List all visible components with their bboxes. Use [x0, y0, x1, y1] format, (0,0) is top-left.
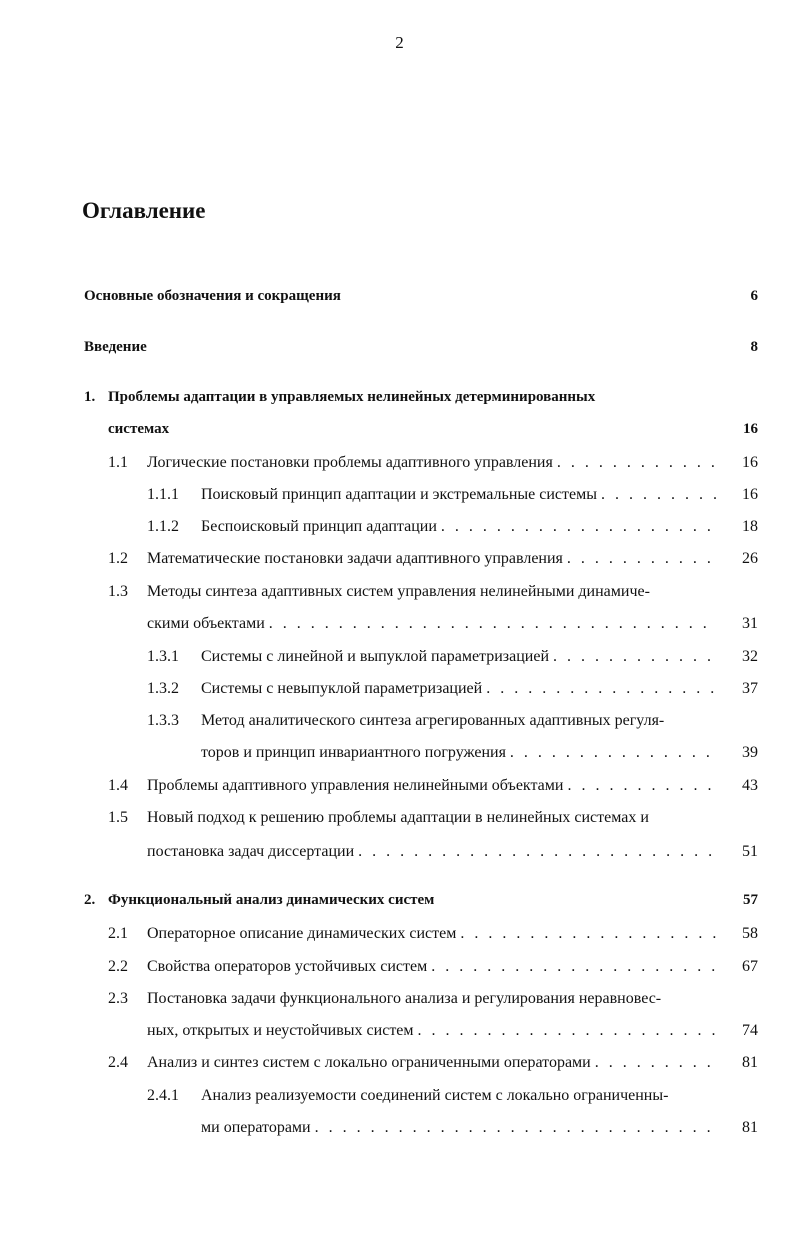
toc-entry-1-3-cont[interactable] — [147, 615, 717, 633]
toc-page: 51 — [742, 843, 758, 860]
toc-entry-1-1-2[interactable] — [201, 518, 717, 536]
chapter-number: 2. — [84, 892, 96, 908]
toc-entry-1-1-1[interactable] — [201, 486, 717, 504]
toc-page: 31 — [742, 615, 758, 632]
toc-entry-2-4-1-cont[interactable] — [201, 1119, 717, 1137]
entry-title: Системы с линейной и выпуклой параметризацией — [201, 648, 550, 665]
toc-page: 8 — [750, 339, 758, 355]
section-number: 1.2 — [108, 550, 128, 567]
toc-page: 16 — [742, 454, 758, 471]
toc-page: 58 — [742, 925, 758, 942]
toc-entry-chapter-1-cont[interactable]: системах — [108, 421, 170, 437]
section-number: 1.3 — [108, 583, 128, 600]
entry-title: Анализ и синтез систем с локально ограниченными операторами — [147, 1054, 591, 1071]
entry-title: Операторное описание динамических систем — [147, 925, 457, 942]
leader-dots — [486, 680, 717, 698]
entry-title: Логические постановки проблемы адаптивного управления — [147, 454, 553, 471]
toc-entry-2-2[interactable] — [147, 958, 717, 976]
leader-dots — [431, 958, 717, 976]
toc-entry-1-5-cont[interactable] — [147, 843, 717, 861]
toc-entry-2-4-1[interactable]: Анализ реализуемости соединений систем с локально ограниченны- — [201, 1087, 669, 1104]
toc-page: 37 — [742, 680, 758, 697]
leader-dots — [315, 1119, 717, 1137]
subsection-number: 1.1.2 — [147, 518, 179, 535]
section-number: 2.3 — [108, 990, 128, 1007]
toc-page: 81 — [742, 1054, 758, 1071]
leader-dots — [269, 615, 717, 633]
toc-entry-1-2[interactable] — [147, 550, 717, 568]
leader-dots — [358, 843, 717, 861]
toc-page: 74 — [742, 1022, 758, 1039]
leader-dots — [510, 744, 717, 762]
entry-title: постановка задач диссертации — [147, 843, 355, 860]
chapter-number: 1. — [84, 389, 96, 405]
section-number: 1.1 — [108, 454, 128, 471]
entry-title: скими объектами — [147, 615, 265, 632]
toc-entry-1-5[interactable]: Новый подход к решению проблемы адаптации в нелинейных системах и — [147, 809, 649, 826]
toc-page: 67 — [742, 958, 758, 975]
leader-dots — [460, 925, 717, 943]
toc-entry-1-3-3-cont[interactable] — [201, 744, 717, 762]
entry-title: Математические постановки задачи адаптивного управления — [147, 550, 563, 567]
toc-entry-1-3-2[interactable] — [201, 680, 717, 698]
leader-dots — [567, 777, 717, 795]
toc-entry-chapter-1[interactable]: Проблемы адаптации в управляемых нелинейных детерминированных — [108, 389, 596, 405]
entry-title: Поисковый принцип адаптации и экстремальные системы — [201, 486, 597, 503]
toc-entry-chapter-2[interactable]: Функциональный анализ динамических систем — [108, 892, 435, 908]
page-number: 2 — [395, 33, 404, 52]
toc-entry-1-3-1[interactable] — [201, 648, 717, 666]
toc-page: 43 — [742, 777, 758, 794]
entry-title: торов и принцип инвариантного погружения — [201, 744, 506, 761]
section-number: 2.2 — [108, 958, 128, 975]
toc-entry-1-1[interactable] — [147, 454, 717, 472]
toc-entry-1-4[interactable] — [147, 777, 717, 795]
leader-dots — [557, 454, 717, 472]
subsection-number: 1.1.1 — [147, 486, 179, 503]
subsection-number: 2.4.1 — [147, 1087, 179, 1104]
toc-entry-introduction[interactable]: Введение — [84, 339, 147, 355]
toc-page: 18 — [742, 518, 758, 535]
entry-title: Свойства операторов устойчивых систем — [147, 958, 428, 975]
toc-page: 57 — [743, 892, 758, 908]
section-number: 1.4 — [108, 777, 128, 794]
toc-entry-2-3[interactable]: Постановка задачи функционального анализа и регулирования неравновес- — [147, 990, 662, 1007]
entry-title: Системы с невыпуклой параметризацией — [201, 680, 483, 697]
toc-entry-notation[interactable]: Основные обозначения и сокращения — [84, 288, 341, 304]
entry-title: ных, открытых и неустойчивых систем — [147, 1022, 414, 1039]
toc-page: 39 — [742, 744, 758, 761]
section-number: 2.1 — [108, 925, 128, 942]
toc-entry-2-4[interactable] — [147, 1054, 717, 1072]
toc-page: 6 — [750, 288, 758, 304]
section-number: 2.4 — [108, 1054, 128, 1071]
entry-title: Беспоисковый принцип адаптации — [201, 518, 437, 535]
toc-page: 16 — [743, 421, 758, 437]
toc-entry-2-3-cont[interactable] — [147, 1022, 717, 1040]
toc-entry-2-1[interactable] — [147, 925, 717, 943]
subsection-number: 1.3.3 — [147, 712, 179, 729]
toc-page: 26 — [742, 550, 758, 567]
subsection-number: 1.3.1 — [147, 648, 179, 665]
section-number: 1.5 — [108, 809, 128, 826]
toc-title: Оглавление — [82, 198, 206, 223]
subsection-number: 1.3.2 — [147, 680, 179, 697]
toc-page: 32 — [742, 648, 758, 665]
toc-page: 16 — [742, 486, 758, 503]
leader-dots — [553, 648, 717, 666]
leader-dots — [441, 518, 717, 536]
entry-title: ми операторами — [201, 1119, 311, 1136]
leader-dots — [567, 550, 717, 568]
leader-dots — [418, 1022, 717, 1040]
entry-title: Проблемы адаптивного управления нелинейными объектами — [147, 777, 564, 794]
toc-entry-1-3[interactable]: Методы синтеза адаптивных систем управления нелинейными динамиче- — [147, 583, 650, 600]
toc-page: 81 — [742, 1119, 758, 1136]
toc-entry-1-3-3[interactable]: Метод аналитического синтеза агрегированных адаптивных регуля- — [201, 712, 665, 729]
